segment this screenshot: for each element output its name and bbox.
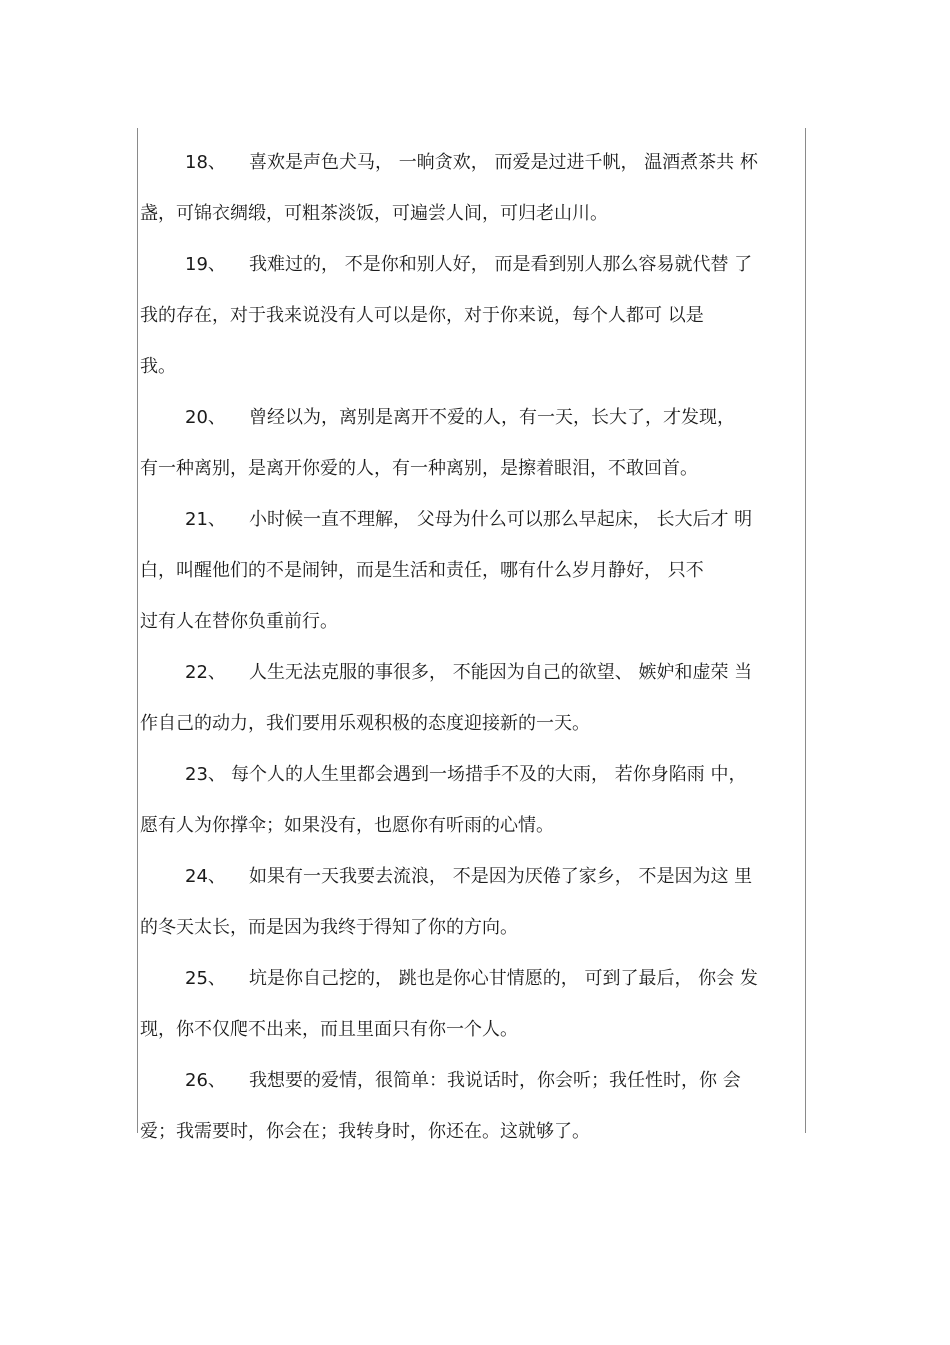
entry-number: 21、 bbox=[185, 509, 226, 530]
entry-text: 每个人的人生里都会遇到一场措手不及的大雨， 若你身陷雨 中， bbox=[231, 764, 747, 785]
entry-text: 爱；我需要时，你会在；我转身时，你还在。这就够了。 bbox=[140, 1121, 590, 1142]
entry-text: 喜欢是声色犬马， 一晌贪欢， 而爱是过进千帆， 温酒煮茶共 杯 bbox=[249, 152, 758, 173]
entry-text: 有一种离别，是离开你爱的人，有一种离别，是擦着眼泪，不敢回首。 bbox=[140, 458, 698, 479]
entry-first-line bbox=[140, 851, 803, 902]
entry-line bbox=[140, 596, 803, 647]
entry-item bbox=[140, 494, 803, 647]
entry-item bbox=[140, 851, 803, 953]
entry-line bbox=[140, 698, 803, 749]
entry-line bbox=[140, 1004, 803, 1055]
entry-line bbox=[140, 443, 803, 494]
entry-text: 曾经以为，离别是离开不爱的人，有一天，长大了，才发现， bbox=[249, 407, 735, 428]
entry-text: 的冬天太长，而是因为我终于得知了你的方向。 bbox=[140, 917, 518, 938]
entry-line bbox=[140, 290, 803, 341]
entry-number: 20、 bbox=[185, 407, 226, 428]
entry-first-line bbox=[140, 647, 803, 698]
entry-number: 26、 bbox=[185, 1070, 226, 1091]
entry-text: 过有人在替你负重前行。 bbox=[140, 611, 338, 632]
entry-item bbox=[140, 392, 803, 494]
entry-line bbox=[140, 902, 803, 953]
entry-text: 我的存在，对于我来说没有人可以是你，对于你来说，每个人都可 以是 bbox=[140, 305, 704, 326]
entry-text: 人生无法克服的事很多， 不能因为自己的欲望、 嫉妒和虚荣 当 bbox=[249, 662, 753, 683]
entry-number: 25、 bbox=[185, 968, 226, 989]
entry-line bbox=[140, 800, 803, 851]
entry-first-line bbox=[140, 749, 803, 800]
entry-text: 白，叫醒他们的不是闹钟，而是生活和责任，哪有什么岁月静好， 只不 bbox=[140, 560, 704, 581]
entry-first-line bbox=[140, 953, 803, 1004]
entry-item bbox=[140, 953, 803, 1055]
entry-first-line bbox=[140, 137, 803, 188]
entry-line bbox=[140, 545, 803, 596]
entry-number: 24、 bbox=[185, 866, 226, 887]
entry-text: 愿有人为你撑伞；如果没有，也愿你有听雨的心情。 bbox=[140, 815, 554, 836]
entry-first-line bbox=[140, 494, 803, 545]
entry-item bbox=[140, 137, 803, 239]
entry-number: 22、 bbox=[185, 662, 226, 683]
entry-text: 盏，可锦衣绸缎，可粗茶淡饭，可遍尝人间，可归老山川。 bbox=[140, 203, 608, 224]
entry-text: 现，你不仅爬不出来，而且里面只有你一个人。 bbox=[140, 1019, 518, 1040]
entry-text: 小时候一直不理解， 父母为什么可以那么早起床， 长大后才 明 bbox=[249, 509, 753, 530]
entry-item bbox=[140, 239, 803, 392]
page-left-border bbox=[137, 128, 138, 1133]
entry-number: 18、 bbox=[185, 152, 226, 173]
entry-text: 坑是你自己挖的， 跳也是你心甘情愿的， 可到了最后， 你会 发 bbox=[249, 968, 758, 989]
entry-item bbox=[140, 1055, 803, 1157]
entry-text: 我难过的， 不是你和别人好， 而是看到别人那么容易就代替 了 bbox=[249, 254, 753, 275]
entry-text: 如果有一天我要去流浪， 不是因为厌倦了家乡， 不是因为这 里 bbox=[249, 866, 753, 887]
entry-number: 19、 bbox=[185, 254, 226, 275]
entry-text: 作自己的动力，我们要用乐观积极的态度迎接新的一天。 bbox=[140, 713, 590, 734]
entry-first-line bbox=[140, 239, 803, 290]
entry-line bbox=[140, 188, 803, 239]
entry-item bbox=[140, 749, 803, 851]
entry-number: 23、 bbox=[185, 764, 226, 785]
entry-line bbox=[140, 341, 803, 392]
entry-text: 我想要的爱情，很简单：我说话时，你会听；我任性时，你 会 bbox=[249, 1070, 741, 1091]
entry-list bbox=[140, 137, 803, 1157]
entry-first-line bbox=[140, 392, 803, 443]
entry-first-line bbox=[140, 1055, 803, 1106]
page-right-border bbox=[805, 128, 806, 1133]
entry-item bbox=[140, 647, 803, 749]
entry-line bbox=[140, 1106, 803, 1157]
entry-text: 我。 bbox=[140, 356, 176, 377]
